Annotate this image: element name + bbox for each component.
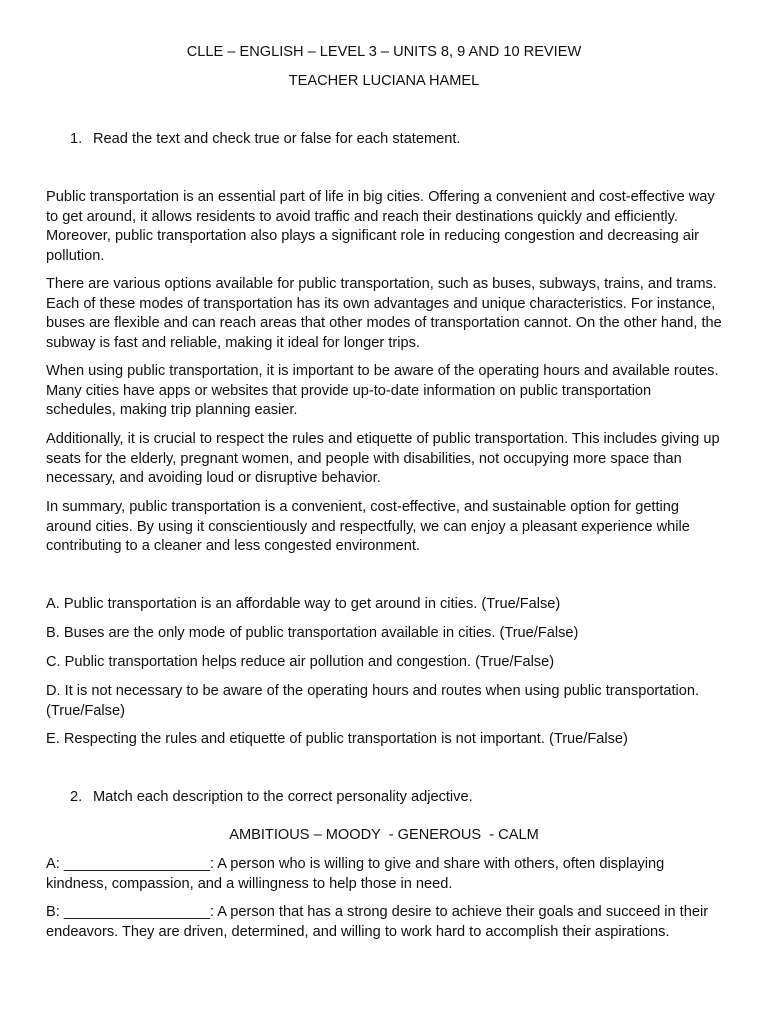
statement-e: E. Respecting the rules and etiquette of public transportation is not important. (True/False) (46, 731, 628, 747)
statement-b: B. Buses are the only mode of public transportation available in cities. (True/False) (46, 625, 579, 641)
teacher-name: TEACHER LUCIANA HAMEL (288, 73, 480, 89)
passage-paragraph: There are various options available for public transportation, such as buses, subways, trains, and trams. Each of these modes of transportation has its own advantages and unique characteristics. For instance, buses are flexible and can reach areas that other modes of transportation cannot. On the other hand, the subway is fast and reliable, making it ideal for longer trips. (46, 276, 722, 351)
word-bank: AMBITIOUS – MOODY - GENEROUS - CALM (229, 827, 539, 843)
question-2 (70, 788, 722, 808)
statement-a: A. Public transportation is an affordable way to get around in cities. (True/False) (46, 596, 561, 612)
matching-item-b: B: __________________: A person that has a strong desire to achieve their goals and succeed in their endeavors. They are driven, determined, and willing to work hard to accomplish their aspirations. (46, 904, 709, 940)
passage-paragraph: In summary, public transportation is a convenient, cost-effective, and sustainable option for getting around cities. By using it conscientiously and respectfully, we can enjoy a pleasant experience while contributing to a cleaner and less congested environment. (46, 499, 690, 554)
question-1-instruction: Read the text and check true or false for each statement. (93, 131, 461, 147)
statement-d: D. It is not necessary to be aware of the operating hours and routes when using public transportation. (True/False) (46, 683, 700, 719)
question-1-number: 1. (70, 131, 83, 147)
matching-item-a: A: __________________: A person who is willing to give and share with others, often displaying kindness, compassion, and a willingness to help those in need. (46, 856, 665, 892)
passage-paragraph: When using public transportation, it is important to be aware of the operating hours and available routes. Many cities have apps or websites that provide up-to-date information on public transportation schedules, making trip planning easier. (46, 363, 719, 418)
statement-c: C. Public transportation helps reduce air pollution and congestion. (True/False) (46, 654, 555, 670)
page-title: CLLE – ENGLISH – LEVEL 3 – UNITS 8, 9 AND 10 REVIEW (186, 44, 582, 60)
question-1 (70, 130, 722, 150)
question-2-instruction: Match each description to the correct personality adjective. (93, 789, 473, 805)
passage-paragraph: Public transportation is an essential part of life in big cities. Offering a convenient and cost-effective way to get around, it allows residents to avoid traffic and reach their destinations quickly and efficiently. Moreover, public transportation also plays a significant role in reducing congestion and decreasing air pollution. (46, 189, 715, 264)
passage-paragraph: Additionally, it is crucial to respect the rules and etiquette of public transportation. This includes giving up seats for the elderly, pregnant women, and people with disabilities, not occupying more space than necessary, and avoiding loud or disruptive behavior. (46, 431, 720, 486)
question-2-number: 2. (70, 789, 83, 805)
